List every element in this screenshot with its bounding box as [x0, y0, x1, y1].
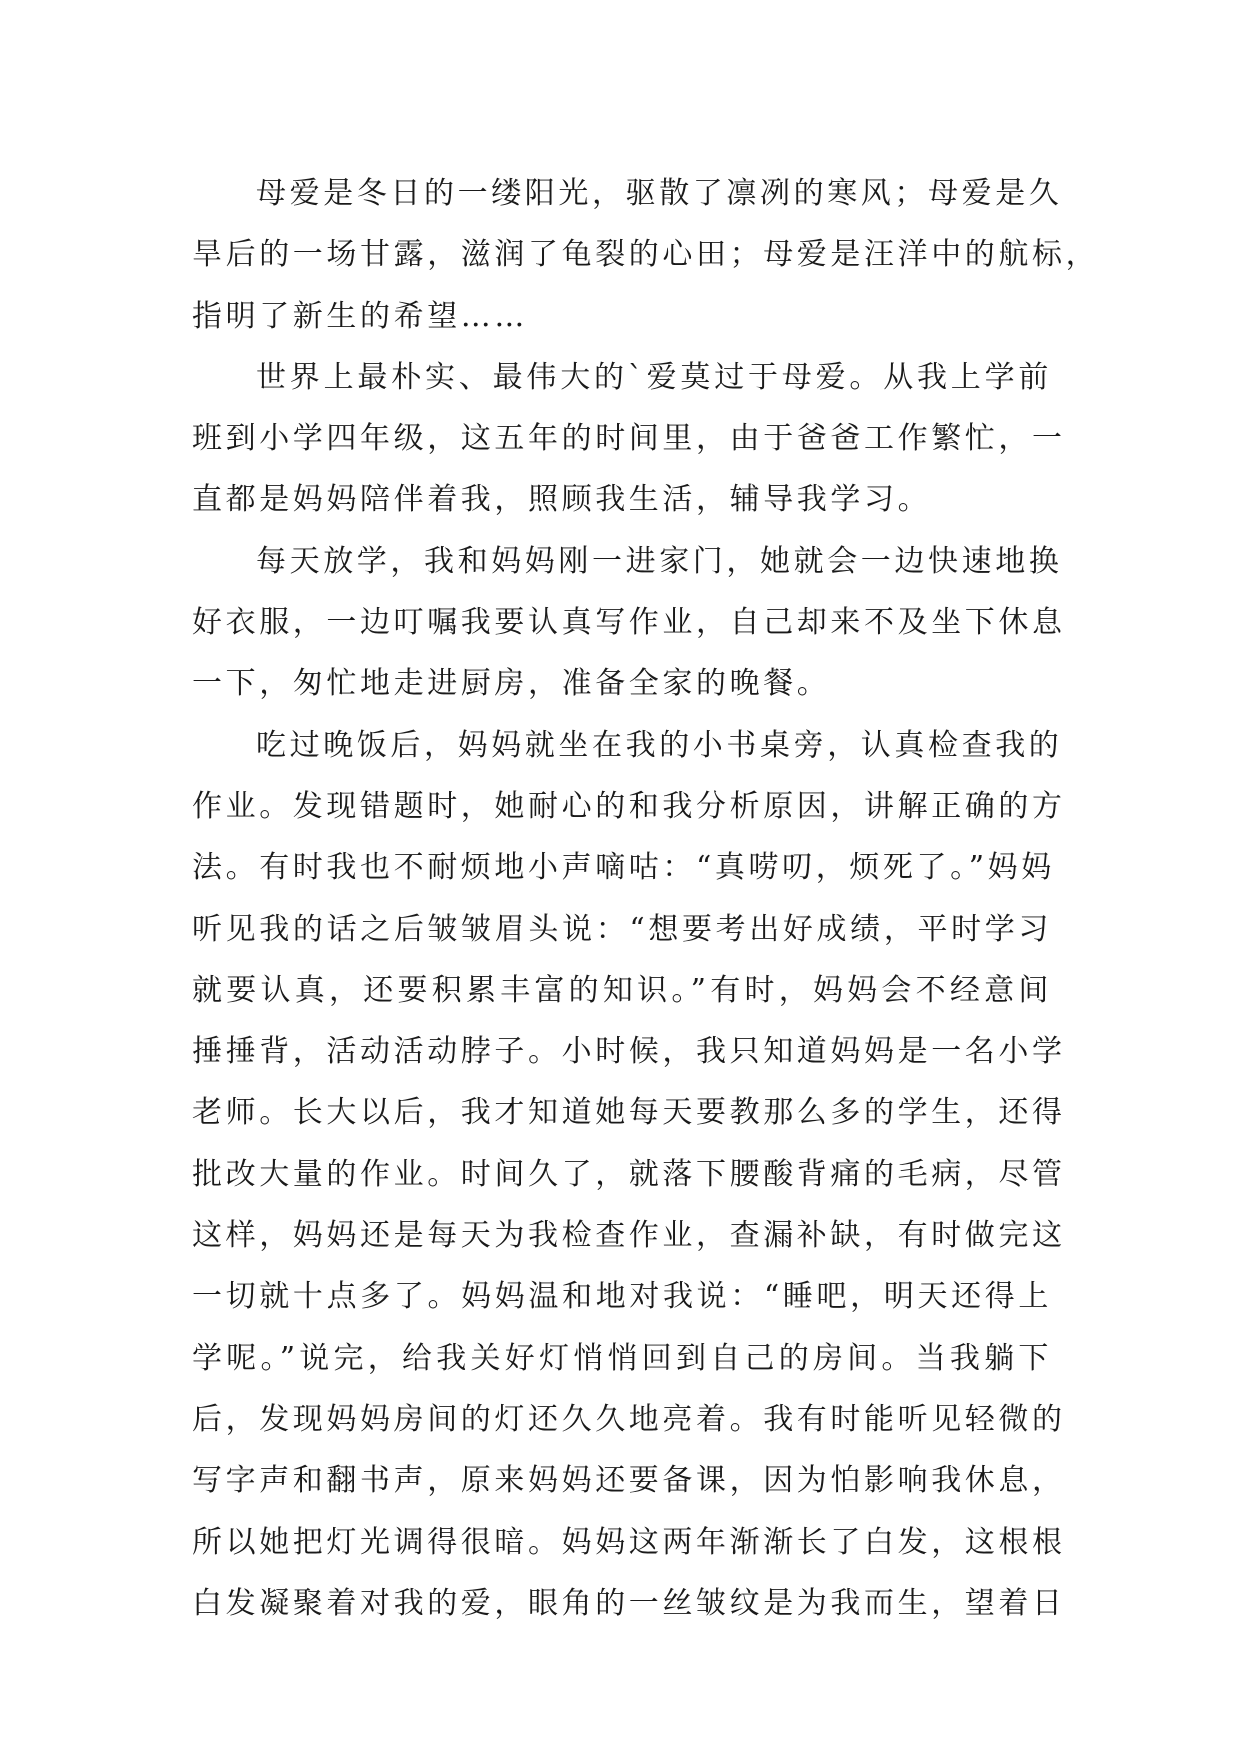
text-line: 写字声和翻书声，原来妈妈还要备课，因为怕影响我休息， [192, 1463, 1066, 1499]
text-line: 一下，匆忙地走进厨房，准备全家的晚餐。 [192, 666, 831, 702]
text-line: 作业。发现错题时，她耐心的和我分析原因，讲解正确的方 [192, 788, 1066, 824]
text-line: 学呢。”说完，给我关好灯悄悄回到自己的房间。当我躺下 [192, 1340, 1052, 1376]
text-line: 直都是妈妈陪伴着我，照顾我生活，辅导我学习。 [192, 482, 932, 518]
text-line: 吃过晚饭后，妈妈就坐在我的小书桌旁，认真检查我的 [256, 727, 1063, 763]
text-line: 旱后的一场甘露，滋润了龟裂的心田；母爱是汪洋中的航标， [192, 237, 1100, 273]
essay-body [192, 163, 1100, 1634]
text-line: 老师。长大以后，我才知道她每天要教那么多的学生，还得 [192, 1095, 1066, 1131]
text-line: 班到小学四年级，这五年的时间里，由于爸爸工作繁忙，一 [192, 421, 1066, 457]
text-line: 这样，妈妈还是每天为我检查作业，查漏补缺，有时做完这 [192, 1218, 1066, 1254]
text-line: 母爱是冬日的一缕阳光，驱散了凛冽的寒风；母爱是久 [256, 176, 1063, 211]
text-line: 世界上最朴实、最伟大的`爱莫过于母爱。从我上学前 [256, 359, 1052, 395]
text-line: 捶捶背，活动活动脖子。小时候，我只知道妈妈是一名小学 [192, 1034, 1066, 1070]
text-line: 每天放学，我和妈妈刚一进家门，她就会一边快速地换 [256, 543, 1063, 579]
text-line: 一切就十点多了。妈妈温和地对我说：“睡吧，明天还得上 [192, 1279, 1052, 1315]
text-line: 白发凝聚着对我的爱，眼角的一丝皱纹是为我而生，望着日 [192, 1585, 1066, 1621]
text-line: 指明了新生的希望…… [192, 298, 528, 334]
text-line: 后，发现妈妈房间的灯还久久地亮着。我有时能听见轻微的 [192, 1401, 1066, 1437]
text-line: 所以她把灯光调得很暗。妈妈这两年渐渐长了白发，这根根 [192, 1524, 1066, 1560]
text-line: 听见我的话之后皱皱眉头说：“想要考出好成绩，平时学习 [192, 911, 1052, 947]
text-line: 好衣服，一边叮嘱我要认真写作业，自己却来不及坐下休息 [192, 605, 1066, 641]
text-line: 就要认真，还要积累丰富的知识。”有时，妈妈会不经意间 [192, 972, 1052, 1008]
text-line: 批改大量的作业。时间久了，就落下腰酸背痛的毛病，尽管 [192, 1156, 1066, 1192]
text-line: 法。有时我也不耐烦地小声嘀咕：“真唠叨，烦死了。”妈妈 [192, 850, 1055, 886]
